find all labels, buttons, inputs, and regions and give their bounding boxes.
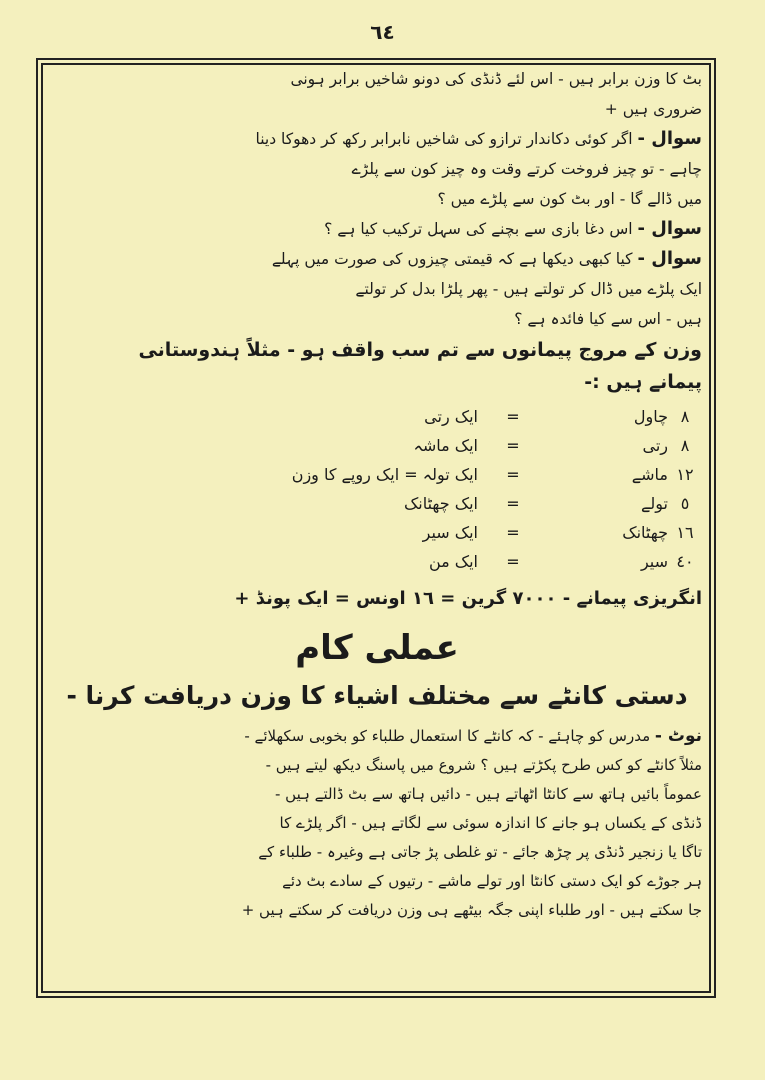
weight-unit: سیر	[640, 552, 668, 571]
page-number: ٦٤	[370, 20, 395, 44]
question-label: سوال -	[637, 128, 702, 149]
note-line: مثلاً کانٹے کو کس طرح پکڑتے ہیں ؟ شروع میں پاسنگ دیکھ لیتے ہیں -	[265, 756, 702, 774]
intro-line: بٹ کا وزن برابر ہیں - اس لئے ڈنڈی کی دونو شاخیں برابر ہونی	[290, 70, 702, 88]
question-text: اگر کوئی دکاندار ترازو کی شاخیں نابرابر رکھ کر دھوکا دینا	[255, 130, 633, 148]
note-line	[52, 722, 702, 751]
weights-table	[52, 402, 702, 576]
weight-count: ٥	[680, 494, 690, 513]
teacher-note	[52, 722, 702, 925]
equals-sign: =	[506, 494, 520, 513]
question-label: سوال -	[637, 218, 702, 239]
weights-row	[52, 547, 702, 576]
question-1-line: میں ڈالے گا - اور بٹ کون سے پلڑے میں ؟	[437, 190, 702, 208]
equals-sign: =	[506, 436, 520, 455]
weight-count: ٤٠	[676, 552, 694, 571]
note-line: ہر جوڑے کو ایک دستی کانٹا اور تولے ماشے - رتیوں کے سادے بٹ دئے	[282, 872, 702, 890]
weight-value: ایک رتی	[424, 407, 478, 426]
note-text: مدرس کو چاہئے - کہ کانٹے کا استعمال طلباء کو بخوبی سکھلائے -	[244, 727, 651, 745]
weight-value: ایک سیر	[422, 523, 478, 542]
weights-heading: وزن کے مروج پیمانوں سے تم سب واقف ہو - مثلاً ہندوستانی	[138, 339, 702, 361]
question-3-line: ایک پلڑے میں ڈال کر تولتے ہیں - پھر پلڑا بدل کر تولتے	[355, 280, 702, 298]
weight-count: ٨	[680, 407, 690, 426]
question-label: سوال -	[637, 248, 702, 269]
practical-work-subtitle: دستی کانٹے سے مختلف اشیاء کا وزن دریافت کرنا -	[66, 681, 688, 710]
intro-line: ضروری ہیں +	[604, 100, 702, 118]
weight-value: ایک چھٹانک	[403, 494, 478, 513]
note-line: جا سکتے ہیں - اور طلباء اپنی جگہ بیٹھے ہی وزن دریافت کر سکتے ہیں +	[241, 901, 702, 919]
weights-row	[52, 402, 702, 431]
weight-value: ایک ماشہ	[413, 436, 478, 455]
note-label: نوٹ -	[654, 726, 702, 746]
weight-value: ایک تولہ = ایک روپے کا وزن	[291, 465, 478, 484]
note-line: عموماً بائیں ہاتھ سے کانٹا اٹھاتے ہیں - دائیں ہاتھ سے بٹ ڈالتے ہیں -	[274, 785, 702, 803]
question-text: اس دغا بازی سے بچنے کی سہل ترکیب کیا ہے ؟	[324, 220, 633, 238]
weight-unit: رتی	[642, 436, 668, 455]
weights-row	[52, 460, 702, 489]
weights-row	[52, 431, 702, 460]
note-line: تاگا یا زنجیر ڈنڈی پر چڑھ جائے - تو غلطی پڑ جاتی ہے وغیرہ - طلباء کے	[258, 843, 702, 861]
weight-value: ایک من	[428, 552, 478, 571]
english-measures-line: انگریزی پیمانے - ۷۰۰۰ گرین = ١٦ اونس = ایک پونڈ +	[234, 588, 702, 609]
page-content	[52, 64, 702, 925]
equals-sign: =	[506, 552, 520, 571]
weight-unit: چاول	[633, 407, 668, 426]
question-1-line: چاہے - تو چیز فروخت کرتے وقت وہ چیز کون سے پلڑے	[351, 160, 702, 178]
weight-unit: تولے	[641, 494, 668, 513]
note-line: ڈنڈی کے یکساں ہو جانے کا اندازہ سوئی سے لگاتے ہیں - اگر پلڑے کا	[279, 814, 702, 832]
weight-count: ١٦	[676, 523, 694, 542]
weight-count: ١٢	[676, 465, 694, 484]
weights-heading: پیمانے ہیں :-	[584, 371, 702, 393]
practical-work-title: عملی کام	[295, 628, 459, 668]
equals-sign: =	[506, 523, 520, 542]
question-3-line	[52, 244, 702, 274]
question-text: کیا کبھی دیکھا ہے کہ قیمتی چیزوں کی صورت میں پہلے	[271, 250, 633, 268]
weights-row	[52, 489, 702, 518]
weight-count: ٨	[680, 436, 690, 455]
equals-sign: =	[506, 465, 520, 484]
question-2-line	[52, 214, 702, 244]
question-3-line: ہیں - اس سے کیا فائدہ ہے ؟	[514, 310, 702, 328]
weight-unit: چھٹانک	[622, 523, 668, 542]
weight-unit: ماشے	[631, 465, 668, 484]
equals-sign: =	[506, 407, 520, 426]
weights-row	[52, 518, 702, 547]
question-1-line	[52, 124, 702, 154]
